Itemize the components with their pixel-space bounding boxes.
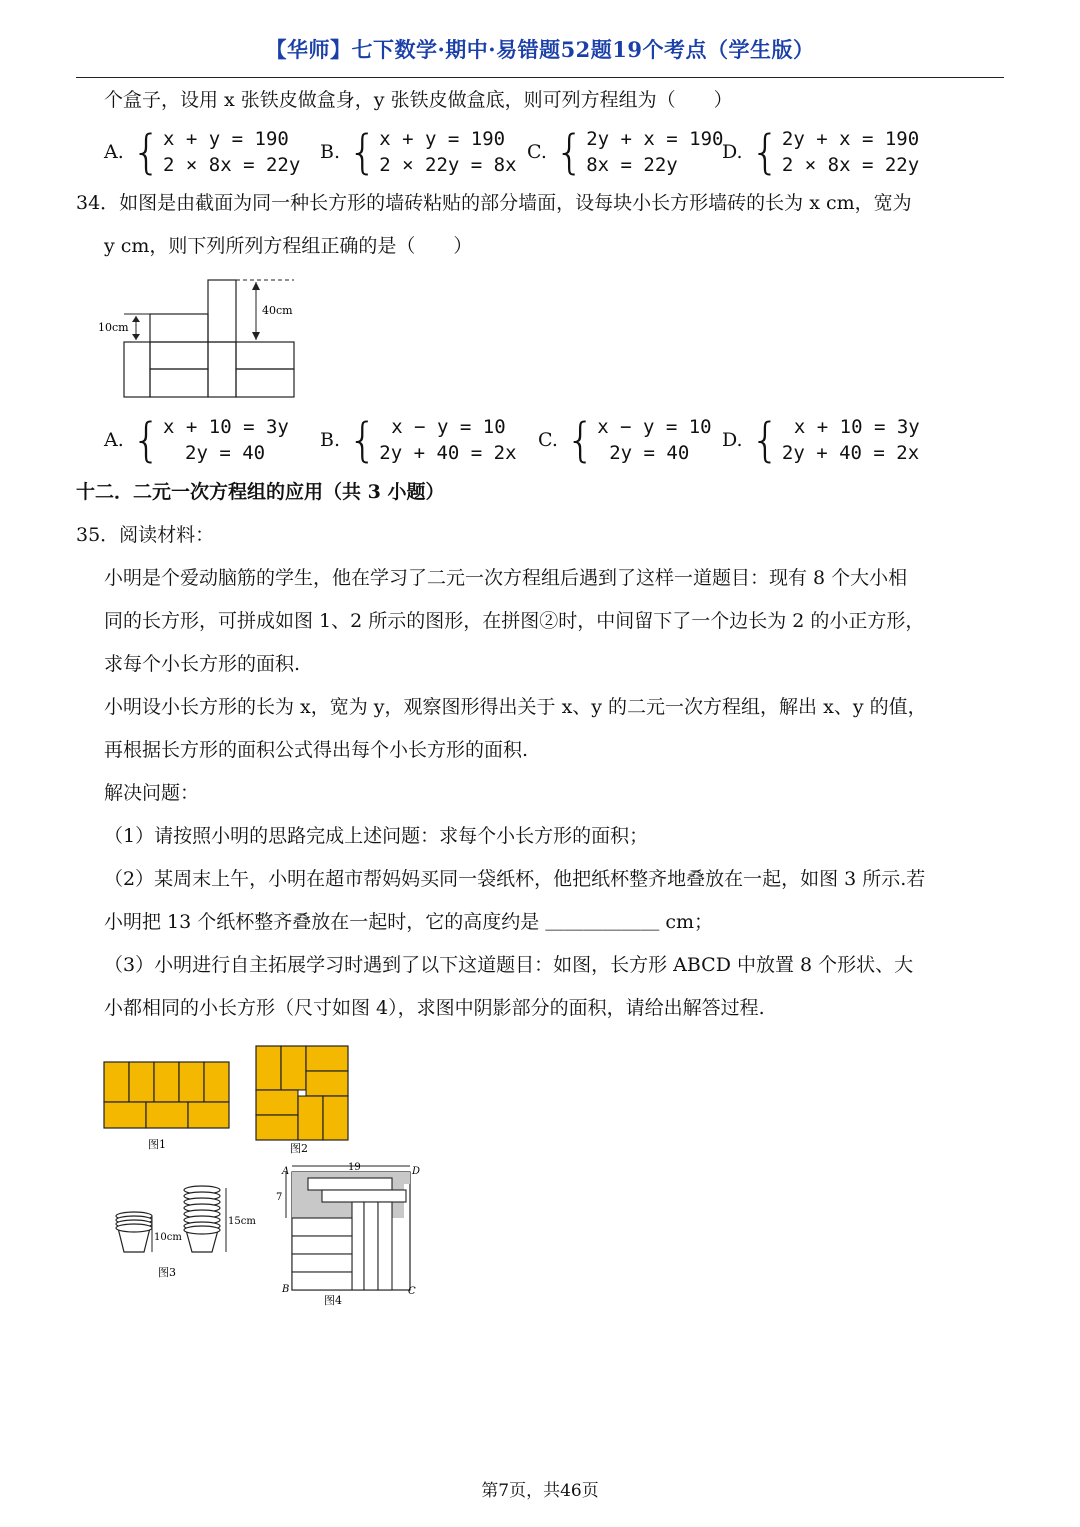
option-label: B. (320, 429, 341, 451)
q35-sub1: （1）请按照小明的思路完成上述问题：求每个小长方形的面积； (104, 825, 649, 847)
q35-sub3b: 小都相同的小长方形（尺寸如图 4），求图中阴影部分的面积，请给出解答过程. (104, 997, 765, 1019)
option-label: B. (320, 141, 341, 163)
figure-3-caption: 图3 (158, 1266, 176, 1279)
fig-label-40cm: 40cm (262, 304, 293, 317)
fig4-vertex-c: C (408, 1286, 416, 1297)
equation: 2 × 8x = 22y (163, 154, 301, 176)
q34-option-b[interactable] (320, 414, 517, 466)
fig4-vertex-d: D (412, 1166, 421, 1177)
brace-icon: { (131, 125, 162, 179)
q35-p1c: 求每个小长方形的面积. (104, 653, 301, 675)
figure-2 (252, 1044, 354, 1156)
option-label: D. (722, 429, 743, 451)
q35-sub3a: （3）小明进行自主拓展学习时遇到了以下这道题目：如图，长方形 ABCD 中放置 8 个形状、大 (104, 954, 914, 976)
fig4-vertex-a: A (282, 1166, 290, 1177)
q34-line2: y cm，则下列所列方程组正确的是（ ） (104, 235, 473, 257)
equation: x − y = 10 (597, 416, 712, 438)
brace-icon: { (565, 413, 596, 467)
equation: 2y + x = 190 (781, 128, 920, 150)
equation: 2 × 22y = 8x (379, 154, 517, 176)
q35-p2a: 小明设小长方形的长为 x，宽为 y，观察图形得出关于 x、y 的二元一次方程组，解出 x、y 的值， (104, 696, 927, 718)
q34-option-d[interactable] (722, 414, 920, 466)
option-label: A. (104, 429, 124, 451)
q35-solve-label: 解决问题： (104, 782, 200, 804)
q35-sub2a: （2）某周末上午，小明在超市帮妈妈买同一袋纸杯，他把纸杯整齐地叠放在一起，如图 3 所示.若 (104, 868, 926, 890)
equation: x + 10 = 3y (793, 416, 920, 438)
equation: 2y = 40 (185, 442, 266, 464)
page-header-title: 【华师】七下数学·期中·易错题52题19个考点（学生版） (265, 37, 815, 62)
brace-icon: { (750, 413, 780, 467)
fig3-label-15cm: 15cm (228, 1216, 256, 1227)
fig-label-10cm: 10cm (98, 321, 129, 334)
q35-sub2b: 小明把 13 个纸杯整齐叠放在一起时，它的高度约是 ＿＿＿＿＿＿ cm； (104, 911, 713, 933)
equation: 2y + 40 = 2x (781, 442, 920, 464)
q34-wall-figure (96, 272, 316, 402)
equation: 2y = 40 (609, 442, 690, 464)
q35-intro: 35．阅读材料： (76, 524, 215, 546)
q33-option-b[interactable] (320, 126, 517, 178)
q33-line: 个盒子，设用 x 张铁皮做盒身，y 张铁皮做盒底，则可列方程组为（ ） (104, 89, 733, 111)
figure-4-caption: 图4 (324, 1294, 342, 1307)
fig4-vertex-b: B (282, 1284, 290, 1295)
q35-p1a: 小明是个爱动脑筋的学生，他在学习了二元一次方程组后遇到了这样一道题目：现有 8 个大小相 (104, 567, 908, 589)
fig4-height-label: 7 (276, 1192, 283, 1203)
brace-icon: { (348, 413, 378, 467)
q33-option-d[interactable] (722, 126, 919, 178)
option-label: D. (722, 141, 743, 163)
option-label: C. (538, 429, 558, 451)
equation: 2 × 8x = 22y (781, 154, 920, 176)
q35-p2b: 再根据长方形的面积公式得出每个小长方形的面积. (104, 739, 529, 761)
q33-option-a[interactable] (104, 126, 300, 178)
fig3-label-10cm: 10cm (154, 1232, 182, 1243)
figure-1-caption: 图1 (148, 1138, 166, 1151)
equation: x − y = 10 (391, 416, 506, 438)
equation: x + y = 190 (379, 128, 506, 150)
figure-1 (100, 1058, 236, 1154)
option-label: C. (527, 141, 547, 163)
q35-p1b: 同的长方形，可拼成如图 1、2 所示的图形，在拼图②时，中间留下了一个边长为 2 的小正方形， (104, 610, 925, 632)
brace-icon: { (348, 125, 378, 179)
equation: 2y + x = 190 (586, 128, 724, 150)
equation: 2y + 40 = 2x (379, 442, 517, 464)
q34-option-a[interactable] (104, 414, 289, 466)
section-title: 十二．二元一次方程组的应用（共 3 小题） (76, 481, 445, 503)
q34-option-c[interactable] (538, 414, 712, 466)
fig4-width-label: 19 (348, 1162, 361, 1173)
header-divider (76, 77, 1004, 78)
brace-icon: { (750, 125, 780, 179)
option-label: A. (104, 141, 124, 163)
q33-option-c[interactable] (527, 126, 723, 178)
figure-4 (272, 1160, 422, 1308)
brace-icon: { (131, 413, 162, 467)
brace-icon: { (554, 125, 585, 179)
q34-line1: 34．如图是由截面为同一种长方形的墙砖粘贴的部分墙面，设每块小长方形墙砖的长为 x cm，宽为 (76, 192, 912, 214)
figure-2-caption: 图2 (290, 1142, 308, 1155)
equation: x + 10 = 3y (163, 416, 289, 438)
equation: x + y = 190 (163, 128, 289, 150)
figure-3 (106, 1178, 266, 1282)
page-number: 第7页，共46页 (481, 1481, 599, 1501)
equation: 8x = 22y (586, 154, 678, 176)
